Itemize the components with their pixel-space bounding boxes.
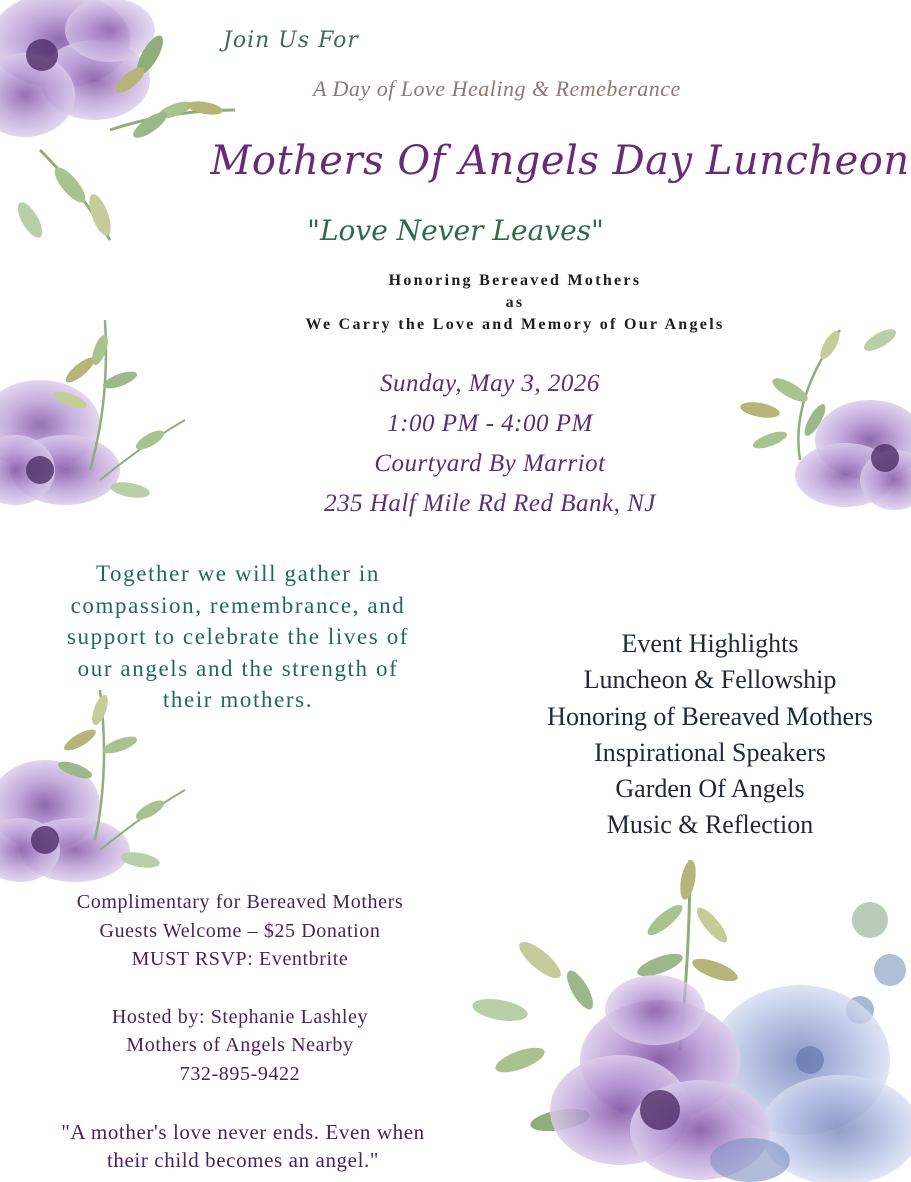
event-motto: "Love Never Leaves" <box>307 214 604 247</box>
rsvp-line-complimentary: Complimentary for Bereaved Mothers <box>76 891 404 913</box>
host-organization: Mothers of Angels Nearby <box>126 1034 354 1057</box>
rsvp-line-guests: Guests Welcome – $25 Donation <box>99 919 381 942</box>
highlight-item: Honoring of Bereaved Mothers <box>547 701 873 731</box>
quote-line-1: "A mother's love never ends. Even when <box>61 1120 425 1144</box>
together-line: support to celebrate the lives of <box>66 624 410 649</box>
together-paragraph <box>8 558 468 716</box>
together-line: compassion, remembrance, and <box>70 592 406 618</box>
flower-lower-left <box>0 690 185 882</box>
event-address: 235 Half Mile Rd Red Bank, NJ <box>324 490 656 517</box>
event-highlights <box>500 626 911 844</box>
event-venue: Courtyard By Marriot <box>374 450 606 477</box>
highlight-item: Inspirational Speakers <box>594 737 826 767</box>
highlights-heading: Event Highlights <box>621 629 799 658</box>
together-line: their mothers. <box>162 687 314 712</box>
event-title: Mothers Of Angels Day Luncheon <box>210 138 910 184</box>
quote-line-2: their child becomes an angel." <box>106 1148 380 1172</box>
rsvp-line-eventbrite: MUST RSVP: Eventbrite <box>131 948 349 971</box>
host-phone: 732-895-9422 <box>179 1062 301 1085</box>
join-us-text: Join Us For <box>223 28 359 53</box>
event-date: Sunday, May 3, 2026 <box>380 370 600 397</box>
rsvp-block <box>0 888 480 1089</box>
honoring-line-1: Honoring Bereaved Mothers <box>388 272 642 289</box>
spacer <box>0 974 480 1003</box>
highlight-item: Garden Of Angels <box>615 774 805 804</box>
highlight-item: Luncheon & Fellowship <box>583 665 837 695</box>
together-line: our angels and the strength of <box>77 655 399 681</box>
flower-top-left <box>0 0 235 241</box>
closing-quote <box>0 1118 486 1174</box>
tagline: A Day of Love Healing & Remeberance <box>313 76 681 101</box>
honoring-line-2: as <box>505 294 525 311</box>
event-time: 1:00 PM - 4:00 PM <box>387 410 593 437</box>
flower-bottom-right <box>471 859 911 1182</box>
host-name: Hosted by: Stephanie Lashley <box>111 1005 369 1028</box>
honoring-line-3: We Carry the Love and Memory of Our Angels <box>305 316 725 333</box>
together-line: Together we will gather in <box>96 561 380 586</box>
highlight-item: Music & Reflection <box>606 810 814 840</box>
